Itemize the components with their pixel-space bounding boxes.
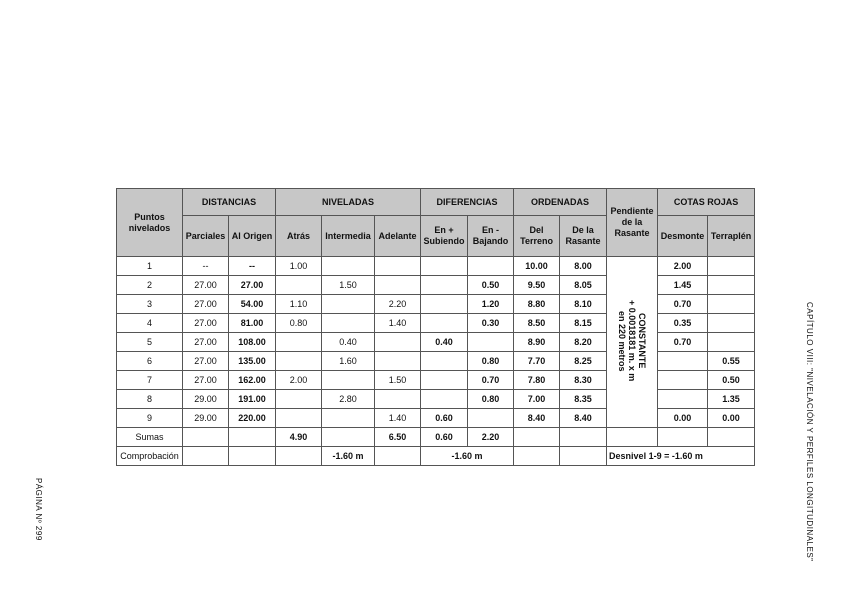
empty-cell: [514, 447, 560, 466]
cell-origen: 135.00: [229, 352, 276, 371]
cell-adelante: [375, 276, 421, 295]
header-atras: Atrás: [276, 216, 322, 257]
cell-punto: 2: [117, 276, 183, 295]
page-number: PÁGINA Nº 299: [34, 478, 43, 541]
cell-en-mas: 0.60: [421, 409, 468, 428]
cell-origen: 54.00: [229, 295, 276, 314]
cell-rasante: 8.30: [560, 371, 607, 390]
header-distancias: DISTANCIAS: [183, 189, 276, 216]
cell-terreno: 7.80: [514, 371, 560, 390]
cell-desmonte: 1.45: [658, 276, 708, 295]
cell-desmonte: 0.70: [658, 333, 708, 352]
cell-en-mas: 0.40: [421, 333, 468, 352]
cell-parciales: --: [183, 257, 229, 276]
cell-en-mas: [421, 276, 468, 295]
cell-punto: 7: [117, 371, 183, 390]
cell-en-mas: [421, 371, 468, 390]
cell-parciales: 27.00: [183, 333, 229, 352]
table-row: [117, 333, 755, 352]
cell-en-menos: 0.80: [468, 352, 514, 371]
cell-atras: [276, 333, 322, 352]
comprobacion-desnivel: Desnivel 1-9 = -1.60 m: [607, 447, 755, 466]
header-de-la-rasante: De la Rasante: [560, 216, 607, 257]
cell-intermedia: [322, 257, 375, 276]
cell-terraplen: [708, 295, 755, 314]
sumas-row: [117, 428, 755, 447]
cell-origen: 81.00: [229, 314, 276, 333]
table-row: [117, 409, 755, 428]
comprobacion-niveladas: -1.60 m: [322, 447, 375, 466]
table-row: [117, 276, 755, 295]
cell-en-mas: [421, 390, 468, 409]
cell-origen: 220.00: [229, 409, 276, 428]
sumas-en-mas: 0.60: [421, 428, 468, 447]
cell-terraplen: 0.00: [708, 409, 755, 428]
cell-desmonte: 0.00: [658, 409, 708, 428]
cell-desmonte: [658, 352, 708, 371]
cell-atras: [276, 390, 322, 409]
sumas-atras: 4.90: [276, 428, 322, 447]
empty-cell: [658, 428, 708, 447]
cell-atras: [276, 276, 322, 295]
sumas-adelante: 6.50: [375, 428, 421, 447]
cell-terreno: 8.40: [514, 409, 560, 428]
empty-cell: [229, 447, 276, 466]
pendiente-cell: [607, 257, 658, 428]
cell-parciales: 27.00: [183, 371, 229, 390]
empty-cell: [560, 447, 607, 466]
cell-parciales: 29.00: [183, 390, 229, 409]
cell-en-menos: 0.70: [468, 371, 514, 390]
comprobacion-row: [117, 447, 755, 466]
header-diferencias: DIFERENCIAS: [421, 189, 514, 216]
cell-adelante: [375, 352, 421, 371]
cell-intermedia: 0.40: [322, 333, 375, 352]
cell-rasante: 8.35: [560, 390, 607, 409]
sumas-en-menos: 2.20: [468, 428, 514, 447]
cell-rasante: 8.40: [560, 409, 607, 428]
cell-parciales: 27.00: [183, 295, 229, 314]
cell-en-mas: [421, 257, 468, 276]
empty-cell: [607, 428, 658, 447]
cell-terreno: 8.80: [514, 295, 560, 314]
table-row: [117, 295, 755, 314]
cell-desmonte: 2.00: [658, 257, 708, 276]
cell-terreno: 7.70: [514, 352, 560, 371]
header-desmonte: Desmonte: [658, 216, 708, 257]
header-niveladas: NIVELADAS: [276, 189, 421, 216]
pendiente-line3: en 220 metros: [617, 310, 628, 372]
cell-terraplen: [708, 257, 755, 276]
cell-terreno: 8.90: [514, 333, 560, 352]
cell-terraplen: [708, 276, 755, 295]
empty-cell: [708, 428, 755, 447]
cell-en-menos: 0.80: [468, 390, 514, 409]
header-terraplen: Terraplén: [708, 216, 755, 257]
cell-atras: 0.80: [276, 314, 322, 333]
table-row: [117, 390, 755, 409]
cell-rasante: 8.10: [560, 295, 607, 314]
cell-punto: 5: [117, 333, 183, 352]
cell-intermedia: 1.50: [322, 276, 375, 295]
cell-intermedia: [322, 295, 375, 314]
cell-en-menos: [468, 333, 514, 352]
cell-adelante: [375, 390, 421, 409]
cell-rasante: 8.20: [560, 333, 607, 352]
empty-cell: [560, 428, 607, 447]
cell-intermedia: 2.80: [322, 390, 375, 409]
cell-intermedia: [322, 314, 375, 333]
cell-adelante: 1.50: [375, 371, 421, 390]
cell-desmonte: [658, 371, 708, 390]
cell-origen: 191.00: [229, 390, 276, 409]
cell-atras: [276, 409, 322, 428]
comprobacion-diferencias: -1.60 m: [421, 447, 514, 466]
cell-adelante: 1.40: [375, 314, 421, 333]
cell-punto: 9: [117, 409, 183, 428]
table-row: [117, 371, 755, 390]
cell-intermedia: [322, 409, 375, 428]
cell-terraplen: 0.55: [708, 352, 755, 371]
header-parciales: Parciales: [183, 216, 229, 257]
cell-terraplen: [708, 333, 755, 352]
pendiente-line2: + 0.0018181 m. x m: [627, 300, 638, 382]
cell-terraplen: 0.50: [708, 371, 755, 390]
cell-terreno: 10.00: [514, 257, 560, 276]
cell-adelante: 1.40: [375, 409, 421, 428]
cell-punto: 3: [117, 295, 183, 314]
cell-en-menos: [468, 257, 514, 276]
cell-terraplen: [708, 314, 755, 333]
cell-adelante: 2.20: [375, 295, 421, 314]
cell-atras: [276, 352, 322, 371]
pendiente-line1: CONSTANTE: [637, 313, 648, 369]
cell-rasante: 8.25: [560, 352, 607, 371]
cell-punto: 1: [117, 257, 183, 276]
cell-origen: --: [229, 257, 276, 276]
header-pendiente: Pendiente de la Rasante: [607, 189, 658, 257]
cell-desmonte: 0.35: [658, 314, 708, 333]
cell-terreno: 8.50: [514, 314, 560, 333]
cell-atras: 1.00: [276, 257, 322, 276]
cell-intermedia: [322, 371, 375, 390]
header-al-origen: Al Origen: [229, 216, 276, 257]
header-del-terreno: Del Terreno: [514, 216, 560, 257]
header-cotas-rojas: COTAS ROJAS: [658, 189, 755, 216]
sumas-label: Sumas: [117, 428, 183, 447]
cell-atras: 1.10: [276, 295, 322, 314]
cell-adelante: [375, 257, 421, 276]
cell-origen: 27.00: [229, 276, 276, 295]
cell-rasante: 8.05: [560, 276, 607, 295]
empty-cell: [375, 447, 421, 466]
empty-cell: [183, 447, 229, 466]
empty-cell: [514, 428, 560, 447]
cell-rasante: 8.15: [560, 314, 607, 333]
chapter-title: CAPÍTULO VIII: "NIVELACIÓN Y PERFILES LONGITUDINALES": [805, 302, 814, 562]
header-ordenadas: ORDENADAS: [514, 189, 607, 216]
pendiente-text: [617, 300, 647, 381]
table-row: [117, 257, 755, 276]
cell-en-menos: 0.50: [468, 276, 514, 295]
cell-rasante: 8.00: [560, 257, 607, 276]
empty-cell: [322, 428, 375, 447]
cell-parciales: 27.00: [183, 352, 229, 371]
empty-cell: [229, 428, 276, 447]
header-en-menos: En - Bajando: [468, 216, 514, 257]
empty-cell: [276, 447, 322, 466]
cell-terreno: 9.50: [514, 276, 560, 295]
cell-desmonte: 0.70: [658, 295, 708, 314]
cell-punto: 8: [117, 390, 183, 409]
cell-terraplen: 1.35: [708, 390, 755, 409]
cell-punto: 6: [117, 352, 183, 371]
cell-desmonte: [658, 390, 708, 409]
cell-intermedia: 1.60: [322, 352, 375, 371]
cell-parciales: 29.00: [183, 409, 229, 428]
cell-terreno: 7.00: [514, 390, 560, 409]
empty-cell: [183, 428, 229, 447]
table-row: [117, 352, 755, 371]
cell-en-menos: 1.20: [468, 295, 514, 314]
cell-en-menos: [468, 409, 514, 428]
header-adelante: Adelante: [375, 216, 421, 257]
cell-parciales: 27.00: [183, 276, 229, 295]
header-en-mas: En + Subiendo: [421, 216, 468, 257]
cell-origen: 162.00: [229, 371, 276, 390]
cell-en-mas: [421, 314, 468, 333]
cell-en-mas: [421, 295, 468, 314]
leveling-table: [116, 188, 755, 466]
cell-atras: 2.00: [276, 371, 322, 390]
header-puntos: Puntos nivelados: [117, 189, 183, 257]
cell-punto: 4: [117, 314, 183, 333]
cell-parciales: 27.00: [183, 314, 229, 333]
cell-origen: 108.00: [229, 333, 276, 352]
cell-en-mas: [421, 352, 468, 371]
cell-adelante: [375, 333, 421, 352]
header-intermedia: Intermedia: [322, 216, 375, 257]
table-row: [117, 314, 755, 333]
cell-en-menos: 0.30: [468, 314, 514, 333]
comprobacion-label: Comprobación: [117, 447, 183, 466]
table-body: [117, 257, 755, 466]
